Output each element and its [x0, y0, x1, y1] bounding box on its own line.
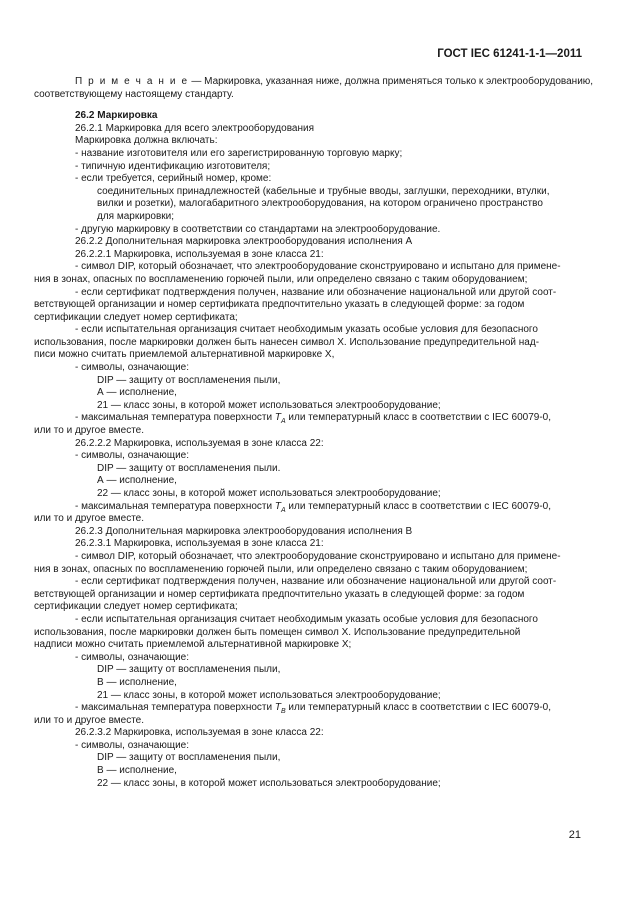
- document-body: [34, 76, 594, 790]
- paragraph-line: ветствующей организации и номер сертификата предпочтительно указать в следующей форме: за годом: [34, 588, 525, 600]
- document-header: ГОСТ IEC 61241-1-1—2011: [437, 48, 582, 60]
- paragraph-line: ния в зонах, опасных по воспламенению горючей пыли, или определено связано с таким оборудованием;: [34, 563, 528, 575]
- subsection-heading: 26.2.2.2 Маркировка, используемая в зоне класса 22:: [75, 437, 324, 449]
- note-label: П р и м е ч а н и е: [75, 76, 189, 87]
- list-item: - типичную идентификацию изготовителя;: [75, 160, 271, 172]
- paragraph-line: Маркировка должна включать:: [75, 135, 218, 147]
- list-item: - максимальная температура поверхности $T_B$ или температурный класс в соответствии с IEC 60079-0,: [75, 702, 551, 716]
- paragraph-line: сертификации следует номер сертификата;: [34, 601, 238, 613]
- symbol-line: DIP — защиту от воспламенения пыли.: [97, 462, 281, 474]
- paragraph-line: ния в зонах, опасных по воспламенению горючей пыли, или определено связано с таким оборудованием;: [34, 273, 528, 285]
- list-item: - максимальная температура поверхности $T_A$ или температурный класс в соответствии с IEC 60079-0,: [75, 500, 551, 514]
- paragraph-line: или то и другое вместе.: [34, 714, 145, 726]
- paragraph-line: использования, после маркировки должен быть помещен символ X. Использование предупредительной: [34, 626, 521, 638]
- page-number: 21: [568, 829, 581, 841]
- subsection-heading: 26.2.3.2 Маркировка, используемая в зоне класса 22:: [75, 727, 324, 739]
- paragraph-line: надписи можно считать приемлемой альтернативной маркировке X;: [34, 639, 352, 651]
- list-item: - если сертификат подтверждения получен, название или обозначение национальной или другой соот-: [75, 286, 557, 298]
- symbol-line: В — исполнение,: [97, 676, 177, 688]
- sub-item-line: соединительных принадлежностей (кабельные и трубные вводы, заглушки, переходники, втулки,: [97, 185, 550, 197]
- symbol-line: 22 — класс зоны, в которой может использоваться электрооборудование;: [97, 488, 441, 499]
- paragraph-line: использования, после маркировки должен быть нанесен символ X. Использование предупредительной над-: [34, 336, 540, 348]
- subsection-heading: 26.2.3.1 Маркировка, используемая в зоне класса 21:: [75, 538, 324, 550]
- note-line: [34, 76, 594, 89]
- list-item: - название изготовителя или его зарегистрированную торговую марку;: [75, 147, 403, 159]
- note-line: соответствующему настоящему стандарту.: [34, 88, 234, 100]
- list-item: - если испытательная организация считает необходимым указать особые условия для безопасного: [75, 613, 538, 625]
- symbol-line: DIP — защиту от воспламенения пыли,: [97, 374, 281, 386]
- list-item: - другую маркировку в соответствии со стандартами на электрооборудование.: [75, 223, 441, 235]
- subsection-heading: 26.2.3 Дополнительная маркировка электрооборудования исполнения В: [75, 525, 413, 537]
- paragraph-line: сертификации следует номер сертификата;: [34, 311, 238, 323]
- paragraph-line: ветствующей организации и номер сертификата предпочтительно указать в следующей форме: за годом: [34, 299, 525, 311]
- symbol-line: DIP — защиту от воспламенения пыли,: [97, 664, 281, 676]
- subsection-heading: 26.2.2.1 Маркировка, используемая в зоне класса 21:: [75, 248, 324, 260]
- symbol-line: 22 — класс зоны, в которой может использоваться электрооборудование;: [97, 777, 441, 789]
- subsection-heading: 26.2.2 Дополнительная маркировка электрооборудования исполнения А: [75, 236, 413, 248]
- symbol-line: А — исполнение,: [97, 475, 177, 487]
- note-text: — Маркировка, указанная ниже, должна применяться только к электрооборудованию,: [188, 76, 594, 87]
- paragraph-line: или то и другое вместе.: [34, 513, 145, 525]
- list-item: - символы, означающие:: [75, 739, 190, 751]
- symbol-line: 21 — класс зоны, в которой может использоваться электрооборудование;: [97, 399, 441, 411]
- section-heading: 26.2 Маркировка: [75, 110, 158, 122]
- paragraph-line: или то и другое вместе.: [34, 425, 145, 437]
- list-item: - символы, означающие:: [75, 651, 190, 663]
- symbol-line: 21 — класс зоны, в которой может использоваться электрооборудование;: [97, 689, 441, 701]
- list-item: - максимальная температура поверхности $T_A$ или температурный класс в соответствии с IEC 60079-0,: [75, 412, 551, 426]
- sub-item-line: вилки и розетки), малогабаритного электрооборудования, на котором ограничено пространство: [97, 198, 543, 210]
- list-item: - символ DIP, который обозначает, что электрооборудование сконструировано и испытано для примене-: [75, 550, 561, 562]
- symbol-line: А — исполнение,: [97, 387, 177, 399]
- list-item: - если испытательная организация считает необходимым указать особые условия для безопасного: [75, 324, 538, 336]
- list-item: - если сертификат подтверждения получен, название или обозначение национальной или другой соот-: [75, 576, 557, 588]
- list-item: - символ DIP, который обозначает, что электрооборудование сконструировано и испытано для примене-: [75, 261, 561, 273]
- list-item: - если требуется, серийный номер, кроме:: [75, 173, 272, 185]
- symbol-line: DIP — защиту от воспламенения пыли,: [97, 752, 281, 764]
- symbol-line: В — исполнение,: [97, 765, 177, 777]
- paragraph-line: писи можно считать приемлемой альтернативной маркировке X,: [34, 349, 335, 361]
- list-item: - символы, означающие:: [75, 362, 190, 374]
- subsection-heading: 26.2.1 Маркировка для всего электрооборудования: [75, 122, 314, 134]
- list-item: - символы, означающие:: [75, 450, 190, 462]
- sub-item-line: для маркировки;: [97, 210, 174, 222]
